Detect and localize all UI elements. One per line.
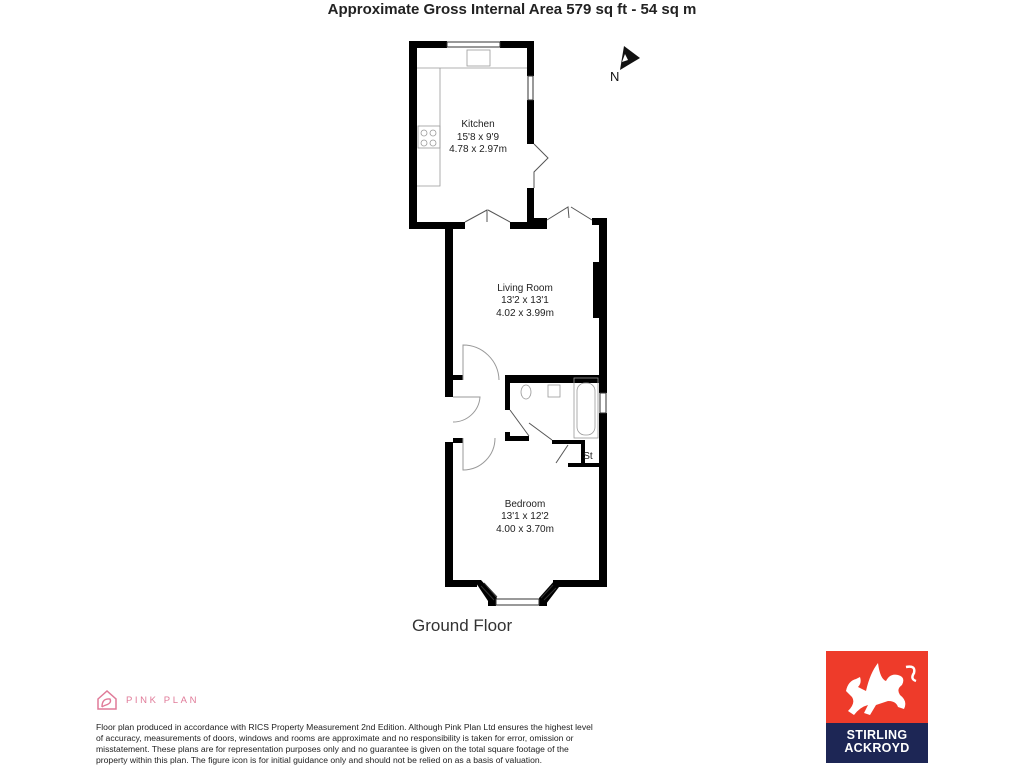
griffin-icon xyxy=(826,651,928,723)
living-room-metric: 4.02 x 3.99m xyxy=(496,308,554,319)
pink-plan-house-icon xyxy=(96,689,118,711)
page-title: Approximate Gross Internal Area 579 sq ft - 54 sq m xyxy=(327,1,697,18)
kitchen-name: Kitchen xyxy=(461,119,495,130)
agent-name-line2: ACKROYD xyxy=(844,741,910,755)
living-room-imperial: 13'2 x 13'1 xyxy=(501,295,549,306)
store-label: St xyxy=(583,451,593,462)
doors xyxy=(453,144,592,470)
floor-label: Ground Floor xyxy=(412,616,513,635)
bedroom-imperial: 13'1 x 12'2 xyxy=(501,511,549,522)
bedroom-metric: 4.00 x 3.70m xyxy=(496,524,554,535)
stirling-ackroyd-logo xyxy=(826,651,928,763)
bedroom-name: Bedroom xyxy=(504,499,546,510)
pink-plan-logo xyxy=(96,689,199,711)
agent-name-line1: STIRLING xyxy=(846,728,908,742)
pink-plan-brand: PINK PLAN xyxy=(126,694,200,706)
kitchen-imperial: 15'8 x 9'9 xyxy=(456,132,500,143)
north-label: N xyxy=(610,69,620,84)
kitchen-metric: 4.78 x 2.97m xyxy=(449,144,507,155)
living-room-name: Living Room xyxy=(497,283,553,294)
disclaimer-text: Floor plan produced in accordance with RICS Property Measurement 2nd Edition. Although Pink Plan Ltd ensures the highest level of accuracy, measurements of doors, windows and rooms are approximate and no responsibility is taken for error, omission or misstatement. These plans are for representation purposes only and no guarantee is given on the total square footage of the property within this plan. The figure icon is for initial guidance only and should not be relied on as a basis of valuation. xyxy=(96,722,593,765)
